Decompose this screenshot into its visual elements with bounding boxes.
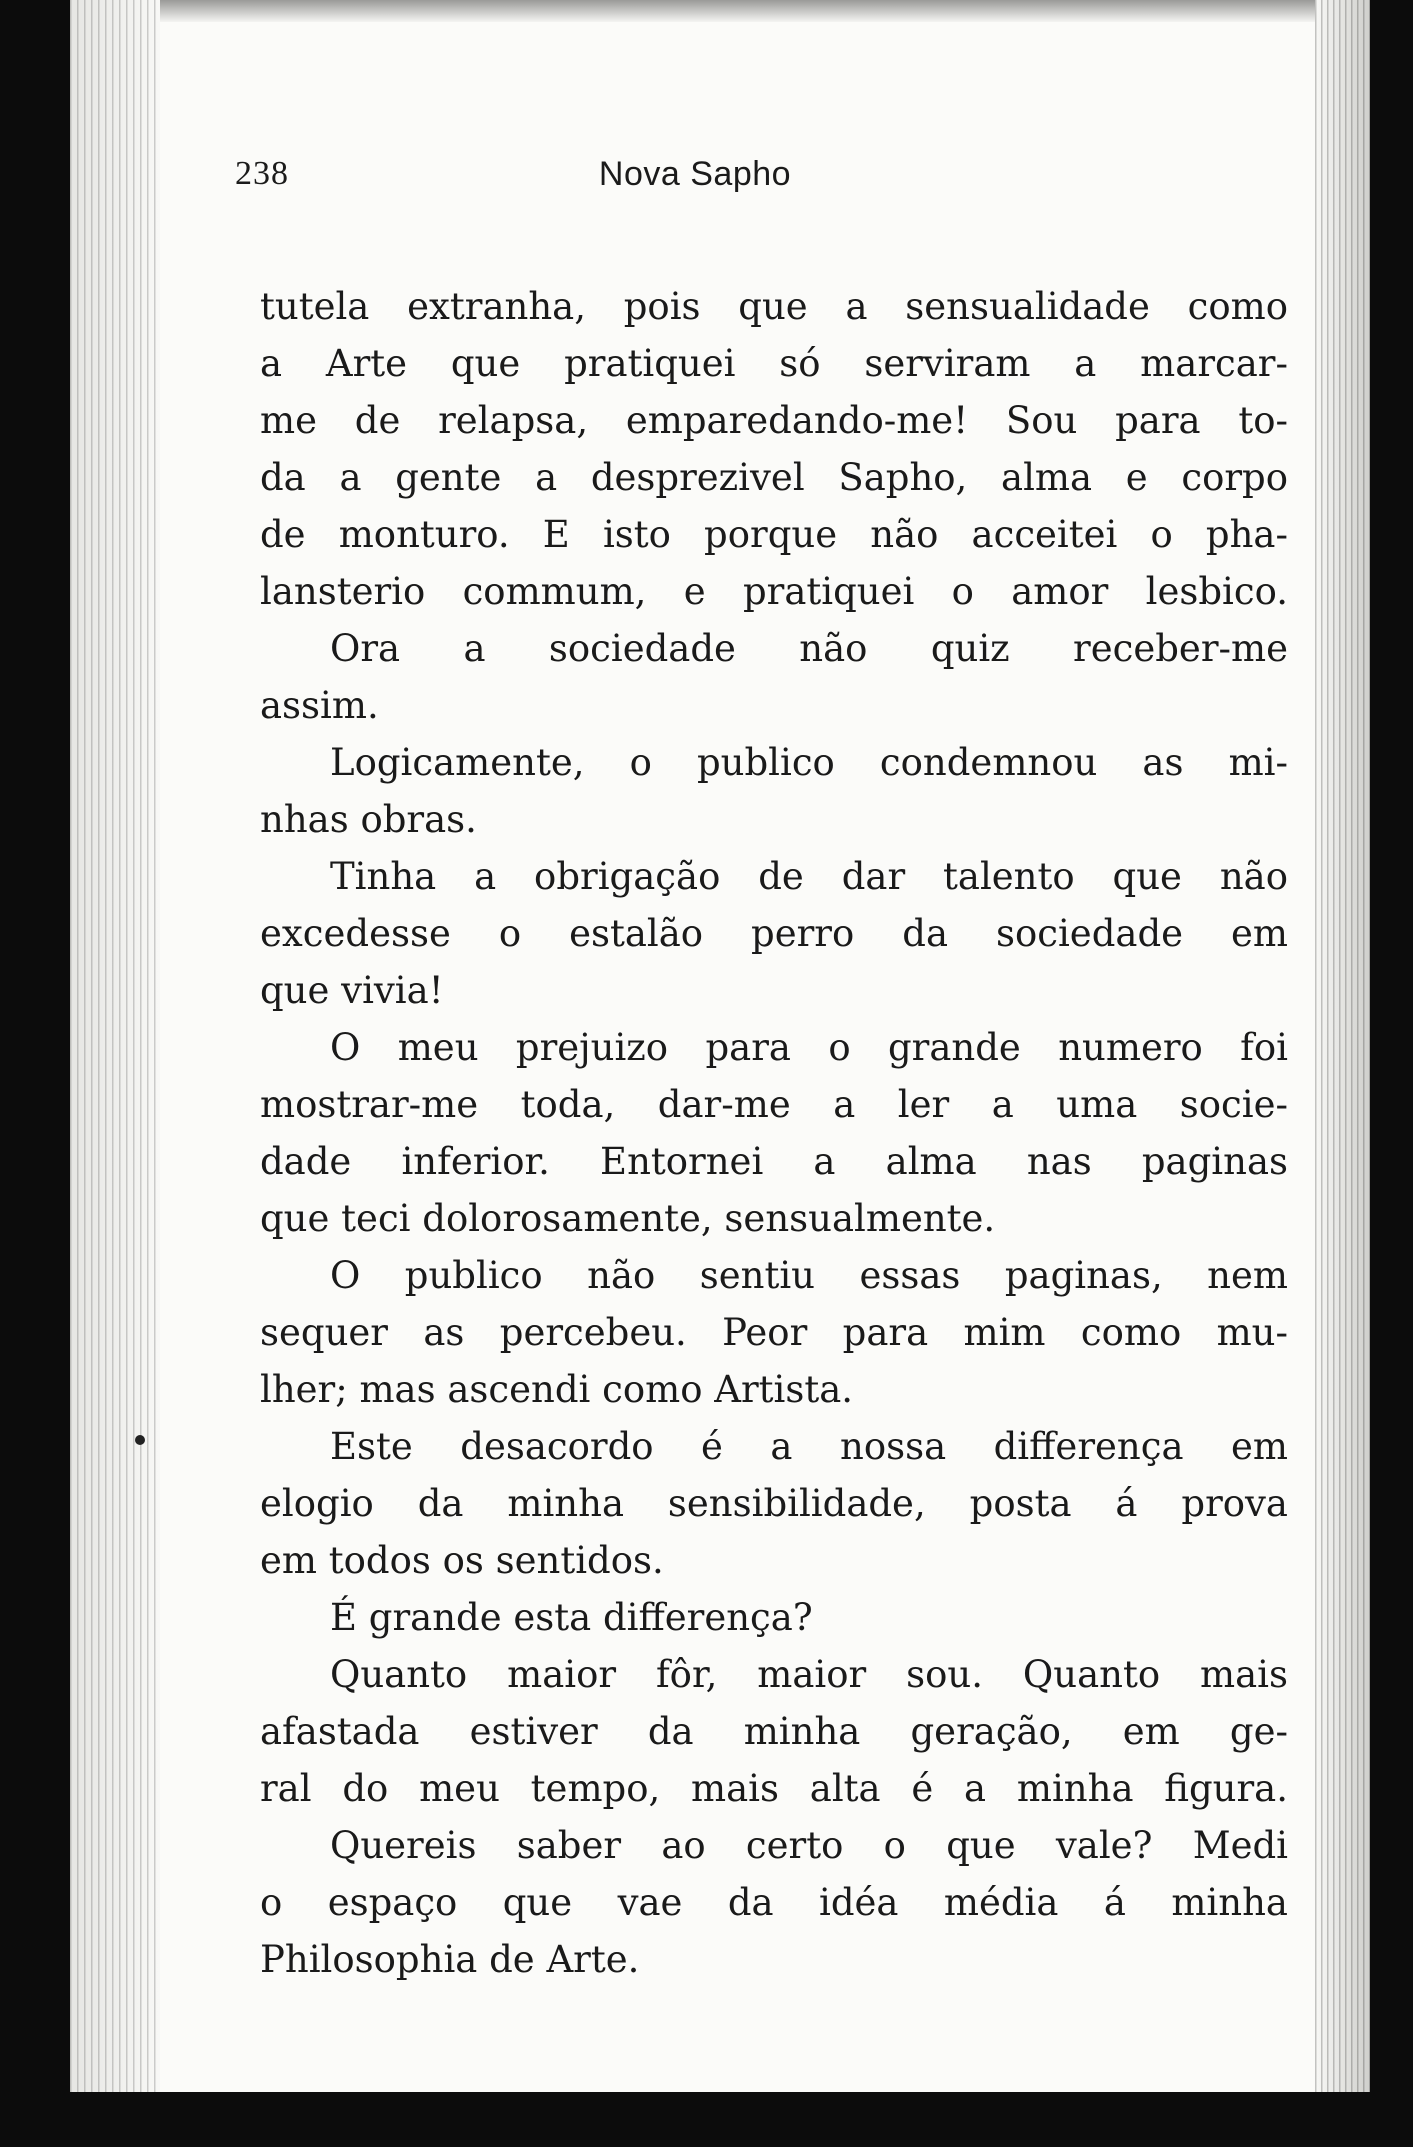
- page-number: 238: [235, 155, 289, 192]
- body-text: [260, 278, 1288, 1988]
- text-line: Este desacordo é a nossa differença em: [330, 1425, 1288, 1468]
- ink-spot: [135, 1435, 145, 1445]
- text-line: Quereis saber ao certo o que vale? Medi: [330, 1824, 1288, 1867]
- text-line: Quanto maior fôr, maior sou. Quanto mais: [330, 1653, 1288, 1696]
- page-right-edge: [1315, 0, 1370, 2092]
- text-line: o espaço que vae da idéa média á minha: [260, 1881, 1288, 1924]
- text-line: Ora a sociedade não quiz receber-me: [330, 627, 1288, 670]
- text-line: O publico não sentiu essas paginas, nem: [330, 1254, 1288, 1297]
- text-line: em todos os sentidos.: [260, 1539, 664, 1582]
- text-line: tutela extranha, pois que a sensualidade como: [260, 285, 1288, 328]
- text-line: elogio da minha sensibilidade, posta á prova: [260, 1482, 1288, 1525]
- text-line: a Arte que pratiquei só serviram a marcar-: [260, 342, 1288, 385]
- text-line: Tinha a obrigação de dar talento que não: [330, 855, 1288, 898]
- text-line: nhas obras.: [260, 798, 477, 841]
- text-line: excedesse o estalão perro da sociedade em: [260, 912, 1288, 955]
- page-left-edge: [70, 0, 160, 2092]
- page-top-edge: [70, 0, 1370, 22]
- text-line: de monturo. E isto porque não acceitei o pha-: [260, 513, 1288, 556]
- text-line: que vivia!: [260, 969, 444, 1012]
- text-line: ral do meu tempo, mais alta é a minha figura.: [260, 1767, 1288, 1810]
- text-line: Logicamente, o publico condemnou as mi-: [330, 741, 1288, 784]
- text-line: da a gente a desprezivel Sapho, alma e corpo: [260, 456, 1288, 499]
- text-line: mostrar-me toda, dar-me a ler a uma socie-: [260, 1083, 1288, 1126]
- text-line: afastada estiver da minha geração, em ge-: [260, 1710, 1288, 1753]
- text-line: Philosophia de Arte.: [260, 1938, 640, 1981]
- text-line: dade inferior. Entornei a alma nas paginas: [260, 1140, 1288, 1183]
- text-line: lansterio commum, e pratiquei o amor lesbico.: [260, 570, 1288, 613]
- text-line: me de relapsa, emparedando-me! Sou para to-: [260, 399, 1288, 442]
- page-header: [235, 155, 1155, 205]
- running-title: Nova Sapho: [598, 155, 792, 193]
- text-line: É grande esta differença?: [330, 1596, 813, 1639]
- text-line: que teci dolorosamente, sensualmente.: [260, 1197, 996, 1240]
- text-line: sequer as percebeu. Peor para mim como mu-: [260, 1311, 1288, 1354]
- text-line: O meu prejuizo para o grande numero foi: [330, 1026, 1288, 1069]
- text-line: assim.: [260, 684, 379, 727]
- text-line: lher; mas ascendi como Artista.: [260, 1368, 854, 1411]
